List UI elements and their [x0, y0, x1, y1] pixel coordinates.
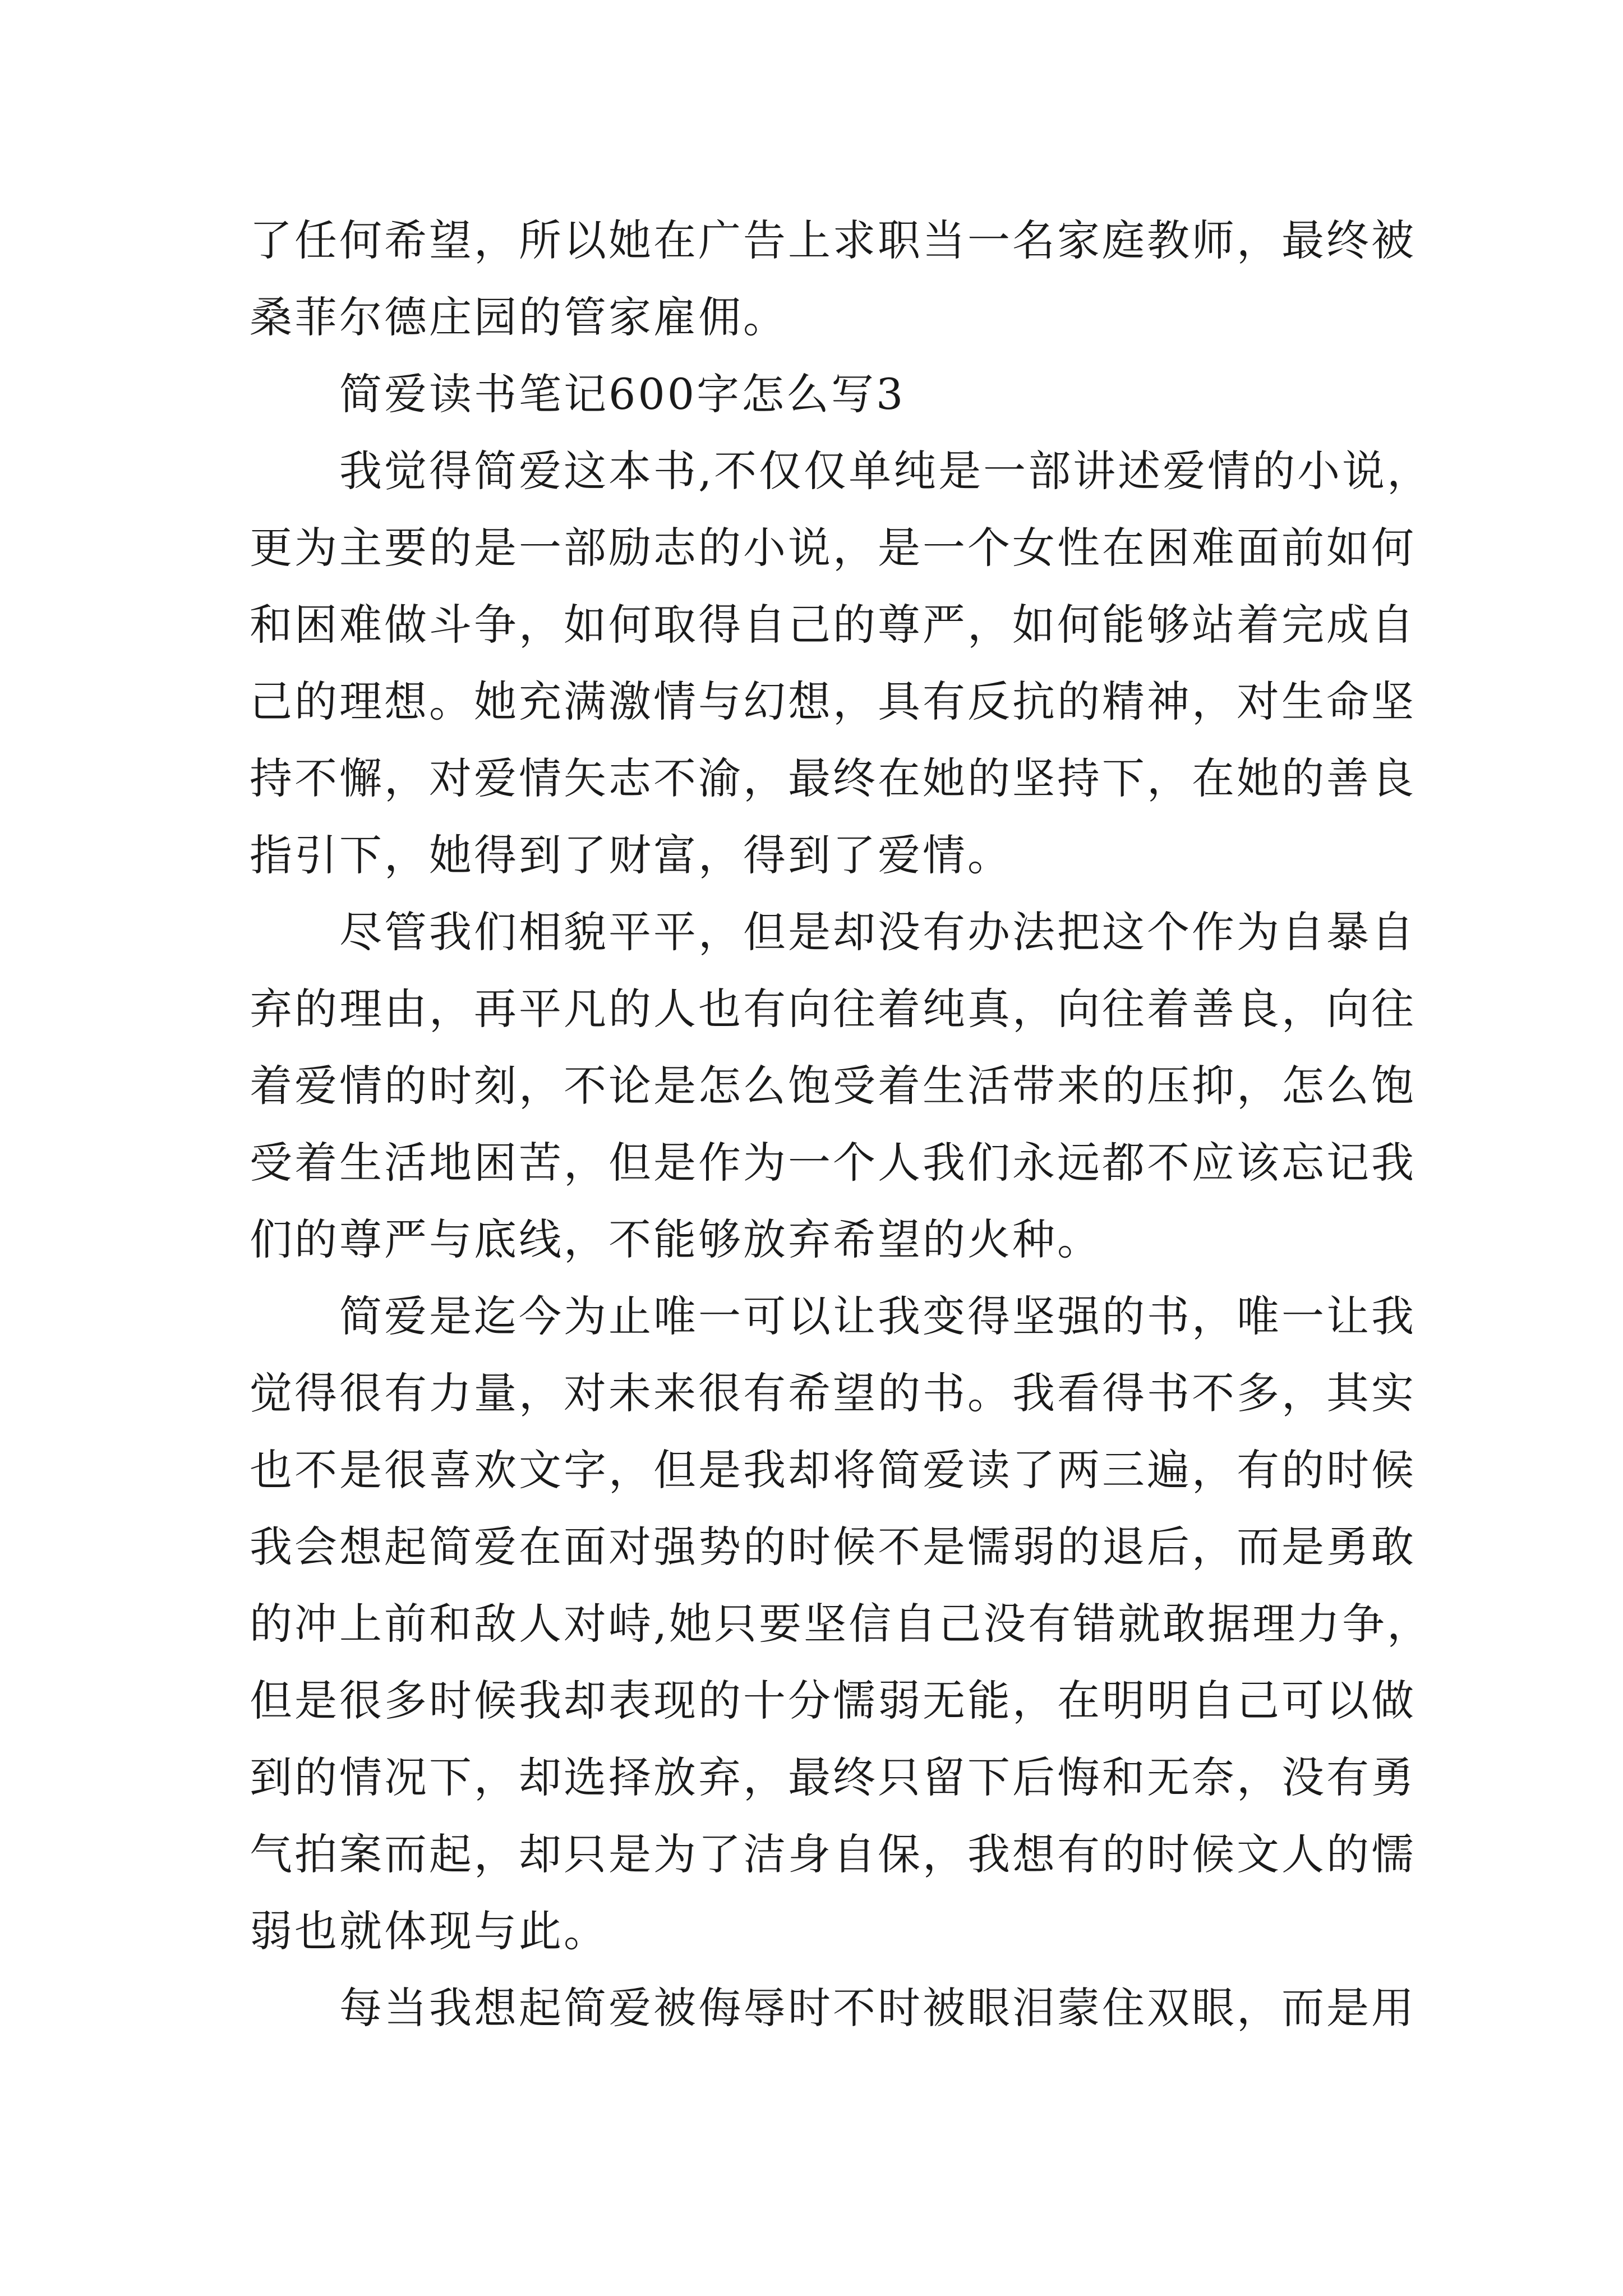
text-line: 但是很多时候我却表现的十分懦弱无能，在明明自己可以做 [250, 1676, 1416, 1726]
text-line: 更为主要的是一部励志的小说，是一个女性在困难面前如何 [250, 523, 1416, 573]
text-line: 我会想起简爱在面对强势的时候不是懦弱的退后，而是勇敢 [250, 1522, 1416, 1572]
text-line: 的冲上前和敌人对峙,她只要坚信自己没有错就敢据理力争， [250, 1599, 1432, 1649]
text-line: 弃的理由，再平凡的人也有向往着纯真，向往着善良，向往 [250, 984, 1416, 1034]
document-body [250, 202, 1432, 2046]
text-line: 指引下，她得到了财富，得到了爱情。 [250, 830, 1012, 880]
paragraph-first-line: 每当我想起简爱被侮辱时不时被眼泪蒙住双眼，而是用 [339, 1983, 1416, 2033]
text-line: 到的情况下，却选择放弃，最终只留下后悔和无奈，没有勇 [250, 1752, 1416, 1802]
paragraph-first-line: 我觉得简爱这本书,不仅仅单纯是一部讲述爱情的小说， [339, 446, 1432, 496]
paragraph-first-line: 尽管我们相貌平平，但是却没有办法把这个作为自暴自 [339, 907, 1416, 957]
text-line: 们的尊严与底线，不能够放弃希望的火种。 [250, 1214, 1102, 1264]
paragraph-first-line: 简爱是迄今为止唯一可以让我变得坚强的书，唯一让我 [339, 1291, 1416, 1341]
section-heading: 简爱读书笔记600字怎么写3 [339, 369, 906, 419]
text-line: 了任何希望，所以她在广告上求职当一名家庭教师，最终被 [250, 215, 1416, 265]
text-line: 也不是很喜欢文字，但是我却将简爱读了两三遍，有的时候 [250, 1445, 1416, 1495]
text-line: 弱也就体现与此。 [250, 1906, 608, 1956]
text-line: 持不懈，对爱情矢志不渝，最终在她的坚持下，在她的善良 [250, 753, 1416, 803]
text-line: 受着生活地困苦，但是作为一个人我们永远都不应该忘记我 [250, 1138, 1416, 1188]
text-line: 气拍案而起，却只是为了洁身自保，我想有的时候文人的懦 [250, 1829, 1416, 1879]
text-line: 己的理想。她充满激情与幻想，具有反抗的精神，对生命坚 [250, 677, 1416, 726]
text-line: 着爱情的时刻，不论是怎么饱受着生活带来的压抑，怎么饱 [250, 1061, 1416, 1111]
text-line: 觉得很有力量，对未来很有希望的书。我看得书不多，其实 [250, 1368, 1416, 1418]
text-line: 和困难做斗争，如何取得自己的尊严，如何能够站着完成自 [250, 600, 1416, 650]
text-line: 桑菲尔德庄园的管家雇佣。 [250, 292, 788, 342]
